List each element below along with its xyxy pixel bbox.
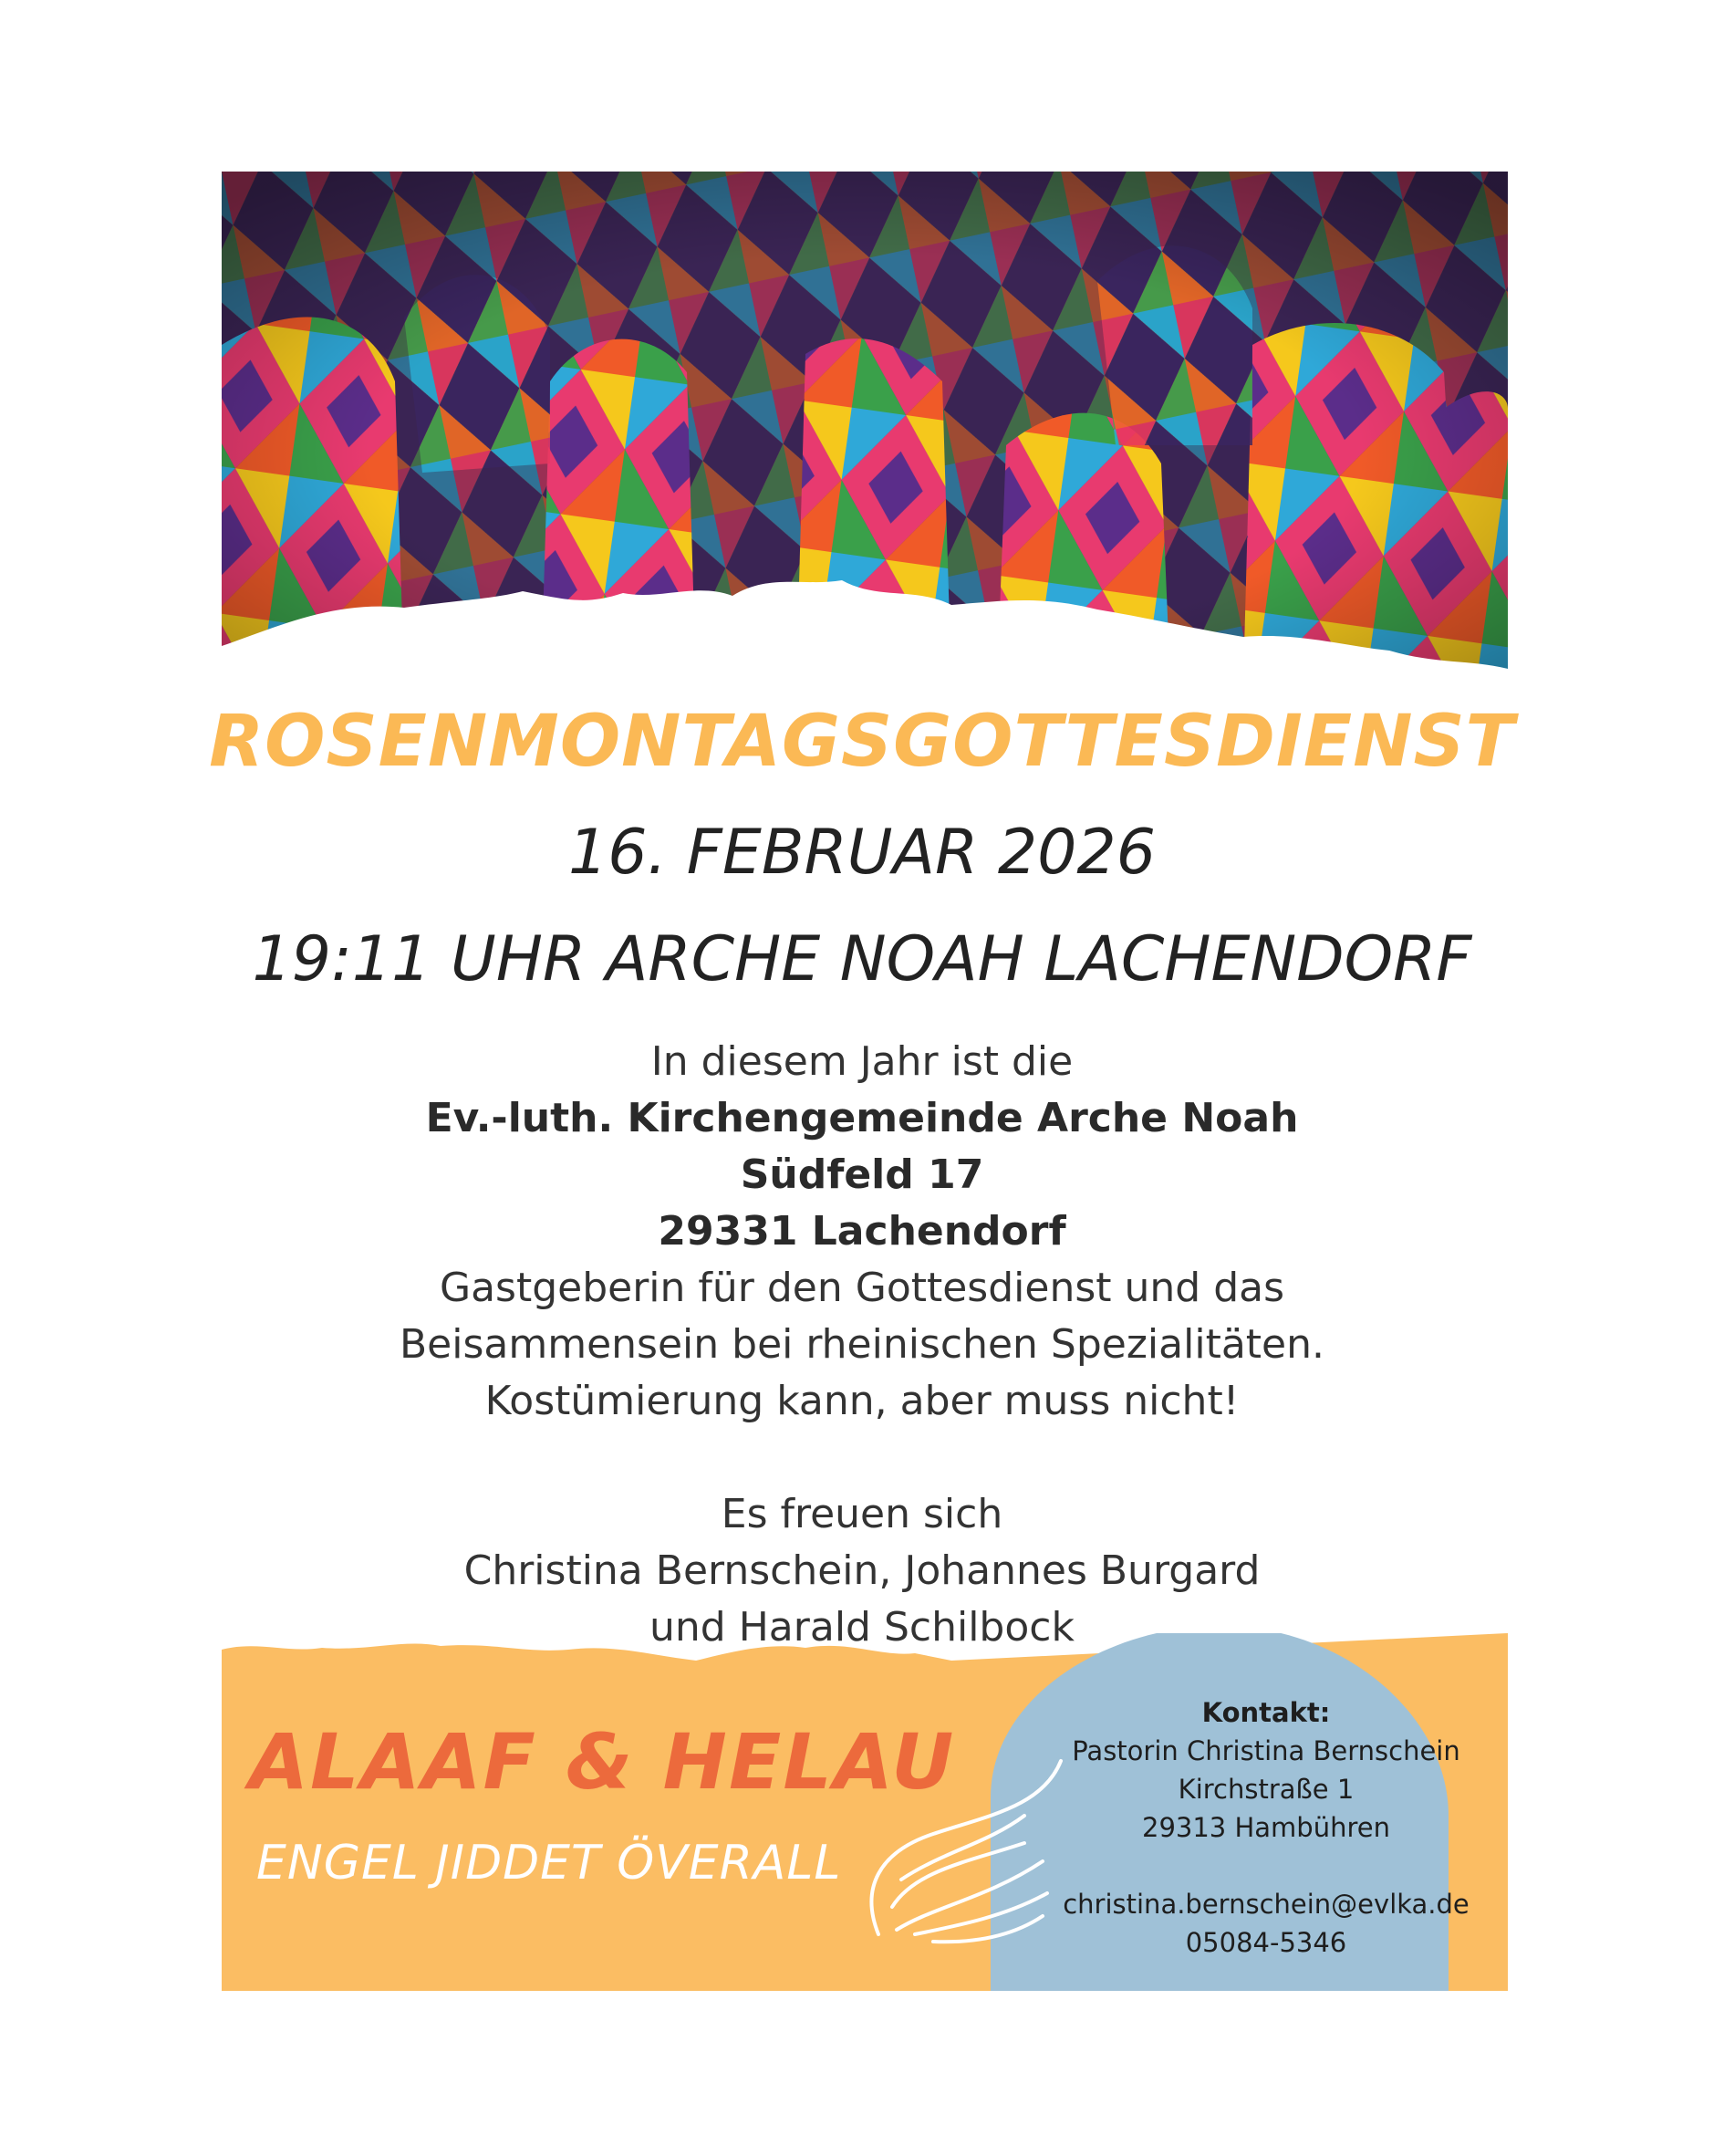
host-city: 29331 Lachendorf [658, 1208, 1066, 1255]
host-street: Südfeld 17 [740, 1151, 984, 1198]
event-description [0, 1034, 1724, 1656]
contact-phone: 05084-5346 [1185, 1927, 1347, 1958]
event-title: ROSENMONTAGSGOTTESDIENST [209, 701, 1515, 783]
greeting-text: Es freuen sich [721, 1491, 1003, 1537]
organizer-names-2: und Harald Schilbock [649, 1604, 1075, 1651]
slogan: ALAAF & HELAU [249, 1717, 956, 1807]
contact-heading: Kontakt: [1201, 1697, 1331, 1728]
contact-block [1024, 1693, 1508, 1962]
footer-section [222, 1633, 1508, 1991]
host-name: Ev.-luth. Kirchengemeinde Arche Noah [425, 1095, 1299, 1141]
event-date: 16. FEBRUAR 2026 [568, 817, 1156, 889]
description-line-2: Beisammensein bei rheinischen Spezialitäten. [400, 1321, 1324, 1368]
contact-name: Pastorin Christina Bernschein [1072, 1735, 1460, 1766]
contact-city: 29313 Hambühren [1142, 1812, 1390, 1843]
organizer-names-1: Christina Bernschein, Johannes Burgard [463, 1547, 1261, 1594]
description-line-3: Kostümierung kann, aber muss nicht! [484, 1378, 1240, 1424]
spacer [1024, 1847, 1508, 1885]
intro-text: In diesem Jahr ist die [650, 1038, 1074, 1085]
description-line-1: Gastgeberin für den Gottesdienst und das [439, 1265, 1285, 1311]
spacer [0, 1430, 1724, 1486]
tagline: ENGEL JIDDET ÖVERALL [256, 1836, 842, 1890]
event-time-place: 19:11 UHR ARCHE NOAH LACHENDORF [252, 923, 1472, 995]
contact-street: Kirchstraße 1 [1178, 1774, 1355, 1805]
streamer-banner-image [222, 172, 1508, 682]
contact-email: christina.bernschein@evlka.de [1063, 1889, 1470, 1920]
